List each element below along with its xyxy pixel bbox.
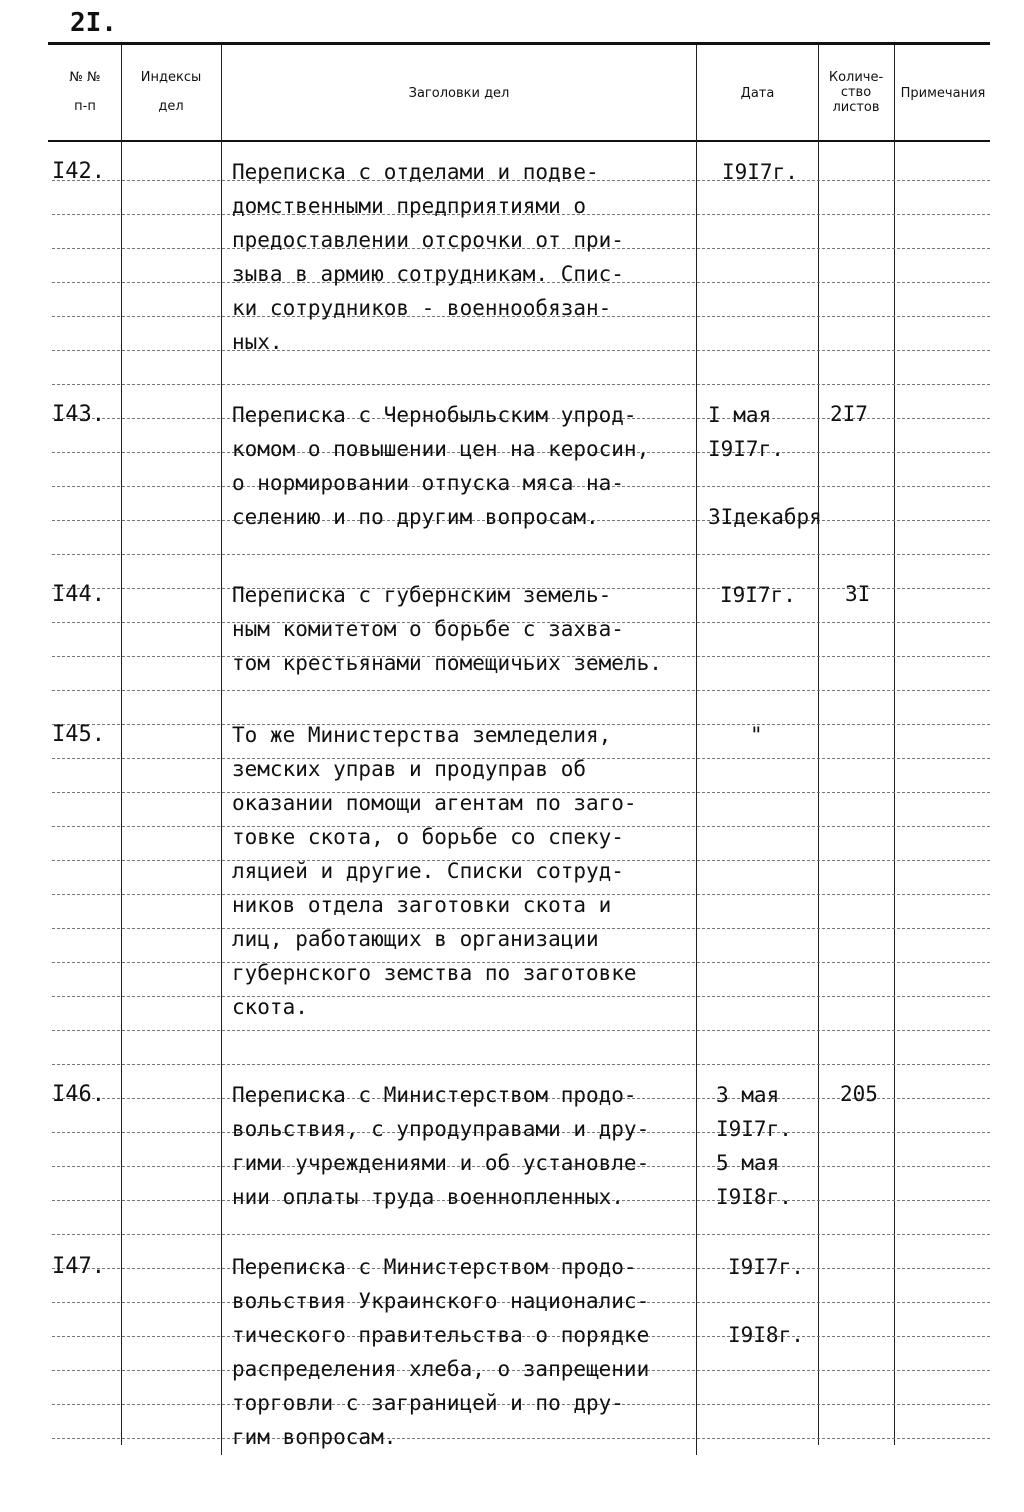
record-number: I46.: [52, 1082, 105, 1107]
record-title-line: земских управ и продуправ об: [232, 757, 587, 781]
ruled-line: [52, 690, 990, 691]
ruled-line: [52, 1030, 990, 1031]
record-date: [716, 1078, 792, 1214]
record-title-line: ки сотрудников - военнообязан-: [232, 296, 612, 320]
record-title-line: Переписка с Министерством продо-: [232, 1255, 637, 1279]
record-sheet-count: 205: [840, 1082, 878, 1106]
column-divider: [696, 45, 697, 1455]
record-title: [232, 718, 692, 1024]
column-divider: [818, 45, 819, 1445]
record-title-line: домственными предприятиями о: [232, 194, 587, 218]
record-title: [232, 398, 692, 534]
record-title-line: гим вопросам.: [232, 1425, 397, 1449]
record-title-line: предоставлении отсрочки от при-: [232, 228, 624, 252]
record-title-line: Переписка с губернским земель-: [232, 583, 612, 607]
record-title-line: губернского земства по заготовке: [232, 961, 637, 985]
record-date-line: I9I8г.: [728, 1323, 804, 1347]
record-date-line: [728, 1284, 804, 1318]
record-date-line: I мая: [708, 403, 772, 427]
record-title-line: о нормировании отпуска мяса на-: [232, 471, 624, 495]
record-title: [232, 1250, 692, 1454]
record-date: [728, 1250, 804, 1352]
column-divider: [121, 45, 122, 1445]
record-title-line: селению и по другим вопросам.: [232, 505, 599, 529]
header-index: Индексы дел: [140, 70, 202, 114]
record-number: I43.: [52, 402, 105, 427]
column-divider: [221, 45, 222, 1455]
header-notes: Примечания: [900, 86, 986, 101]
record-date-line: I9I8г.: [716, 1185, 792, 1209]
record-number: I42.: [52, 159, 105, 184]
record-title: [232, 155, 692, 359]
record-title-line: вольствия, с упродуправами и дру-: [232, 1117, 650, 1141]
record-title-line: зыва в армию сотрудникам. Спис-: [232, 262, 624, 286]
record-title-line: том крестьянами помещичьих земель.: [232, 651, 662, 675]
record-date-line: [708, 466, 822, 500]
record-title-line: лиц, работающих в организации: [232, 927, 599, 951]
record-sheet-count: 3I: [845, 582, 871, 606]
record-sheet-count: 2I7: [830, 402, 868, 426]
record-title-line: Переписка с Министерством продо-: [232, 1083, 637, 1107]
header-date: Дата: [740, 86, 775, 101]
record-title-line: торговли с заграницей и по дру-: [232, 1391, 624, 1415]
record-title-line: скота.: [232, 995, 308, 1019]
record-date-line: I9I7г.: [720, 583, 796, 607]
top-rule: [48, 42, 990, 45]
ruled-line: [52, 1234, 990, 1235]
record-title-line: ников отдела заготовки скота и: [232, 893, 612, 917]
record-date: [720, 578, 796, 612]
record-title-line: Переписка с Чернобыльским упрод-: [232, 403, 637, 427]
record-title-line: ным комитетом о борьбе с захва-: [232, 617, 624, 641]
record-title-line: гими учреждениями и об установле-: [232, 1151, 650, 1175]
ruled-line: [52, 1064, 990, 1065]
record-title-line: тического правительства о порядке: [232, 1323, 650, 1347]
header-count: Количе- ство листов: [828, 70, 884, 115]
record-date-line: I9I7г.: [708, 437, 784, 461]
record-number: I44.: [52, 582, 105, 607]
header-bottom-rule: [48, 140, 990, 142]
record-number: I47.: [52, 1254, 105, 1279]
record-date: [708, 398, 822, 534]
record-date-line: 3 мая: [716, 1083, 780, 1107]
ruled-line: [52, 384, 990, 385]
record-title: [232, 578, 692, 680]
record-date: [750, 718, 763, 752]
record-title-line: Переписка с отделами и подве-: [232, 160, 599, 184]
page-number: 2I.: [70, 8, 117, 38]
header-titles: Заголовки дел: [408, 86, 510, 101]
record-date-line: 3Iдекабря: [708, 505, 822, 529]
record-date-line: I9I7г.: [722, 160, 798, 184]
record-title-line: комом о повышении цен на керосин,: [232, 437, 650, 461]
record-date-line: ": [750, 723, 763, 747]
record-date-line: I9I7г.: [728, 1255, 804, 1279]
record-title-line: оказании помощи агентам по заго-: [232, 791, 637, 815]
record-title-line: ляцией и другие. Списки сотруд-: [232, 859, 624, 883]
record-title-line: То же Министерства земледелия,: [232, 723, 612, 747]
record-date-line: I9I7г.: [716, 1117, 792, 1141]
record-title-line: ных.: [232, 330, 283, 354]
record-number: I45.: [52, 722, 105, 747]
ruled-line: [52, 554, 990, 555]
record-date: [722, 155, 798, 189]
record-title-line: распределения хлеба, о запрещении: [232, 1357, 650, 1381]
record-date-line: 5 мая: [716, 1151, 780, 1175]
record-title: [232, 1078, 692, 1214]
record-title-line: нии оплаты труда военнопленных.: [232, 1185, 624, 1209]
record-title-line: вольствия Украинского националис-: [232, 1289, 650, 1313]
record-title-line: товке скота, о борьбе со спеку-: [232, 825, 624, 849]
column-divider: [894, 45, 895, 1445]
header-number: № № п-п: [69, 70, 101, 114]
